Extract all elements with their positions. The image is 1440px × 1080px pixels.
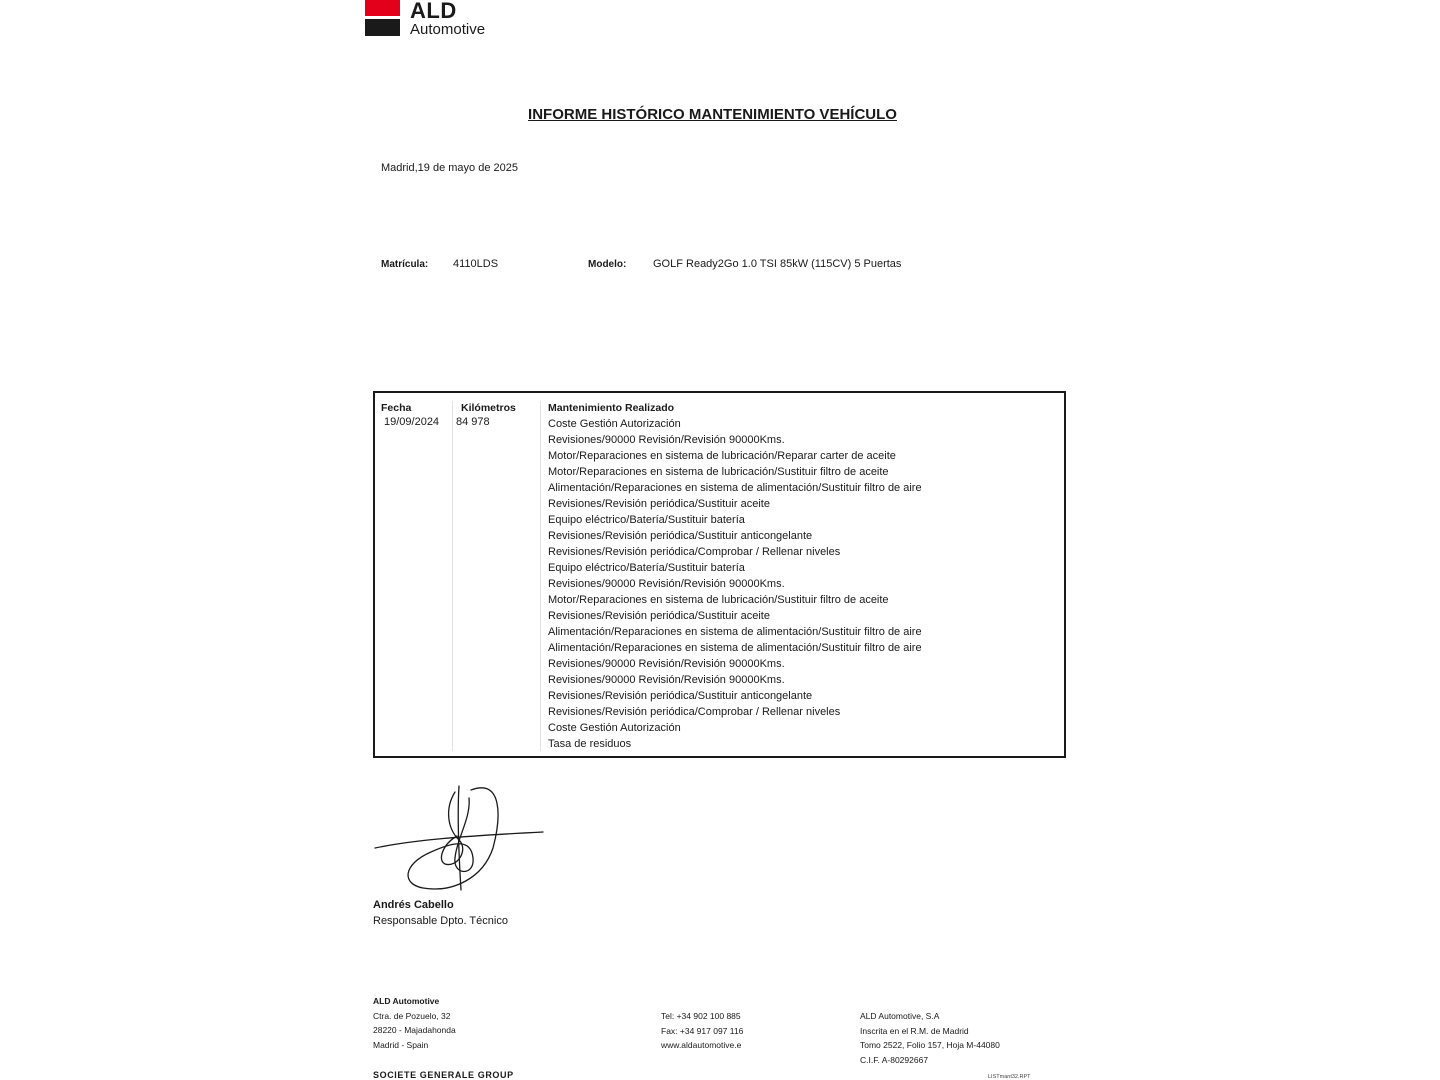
document-code: LISTmant32.RPT [988,1074,1031,1080]
list-item: Revisiones/Revisión periódica/Comprobar / Rellenar niveles [548,706,841,718]
footer-phone: Tel: +34 902 100 885 [661,1011,741,1021]
signer-name: Andrés Cabello [373,899,454,911]
logo-name: ALD [410,0,457,23]
footer-registry-block [860,1009,1000,1067]
list-item: Revisiones/Revisión periódica/Sustituir aceite [548,610,770,622]
list-item: Coste Gestión Autorización [548,722,681,734]
footer-company-block [373,994,456,1052]
list-item: Revisiones/90000 Revisión/Revisión 90000Kms. [548,658,785,670]
list-item: Revisiones/90000 Revisión/Revisión 90000Kms. [548,578,785,590]
handwritten-signature [373,778,545,896]
list-item: Tasa de residuos [548,738,632,750]
list-item: Revisiones/Revisión periódica/Sustituir aceite [548,498,770,510]
header-date: Fecha [381,402,412,414]
list-item: Revisiones/90000 Revisión/Revisión 90000Kms. [548,434,785,446]
footer-address-line: Ctra. de Pozuelo, 32 [373,1010,451,1021]
document-title: INFORME HISTÓRICO MANTENIMIENTO VEHÍCULO [528,106,897,123]
column-divider [540,401,541,751]
model-value: GOLF Ready2Go 1.0 TSI 85kW (115CV) 5 Puertas [653,258,902,270]
list-item: Equipo eléctrico/Batería/Sustituir batería [548,514,745,526]
list-item: Motor/Reparaciones en sistema de lubricación/Sustituir filtro de aceite [548,594,889,606]
model-label: Modelo: [588,259,627,270]
ald-logo-mark [365,0,400,36]
footer-contact-block [661,1009,743,1053]
group-name: SOCIETE GENERALE GROUP [373,1070,514,1080]
footer-address-line: 28220 - Majadahonda [373,1025,456,1035]
footer-registry-line: Inscrita en el R.M. de Madrid [860,1025,969,1036]
record-date: 19/09/2024 [384,416,440,428]
footer-fax: Fax: +34 917 097 116 [661,1025,744,1036]
list-item: Equipo eléctrico/Batería/Sustituir batería [548,562,745,574]
list-item: Coste Gestión Autorización [548,418,681,430]
record-km: 84 978 [456,416,490,428]
list-item: Revisiones/Revisión periódica/Comprobar / Rellenar niveles [548,546,841,558]
list-item: Revisiones/Revisión periódica/Sustituir anticongelante [548,530,813,542]
place-date: Madrid,19 de mayo de 2025 [381,162,518,174]
list-item: Revisiones/Revisión periódica/Sustituir anticongelante [548,690,813,702]
footer-registry-line: ALD Automotive, S.A [860,1011,940,1021]
header-km: Kilómetros [461,402,516,414]
list-item: Alimentación/Reparaciones en sistema de alimentación/Sustituir filtro de aire [548,482,922,494]
list-item: Motor/Reparaciones en sistema de lubricación/Reparar carter de aceite [548,450,896,462]
plate-value: 4110LDS [453,258,499,270]
footer-website: www.aldautomotive.e [661,1040,742,1050]
logo-subtitle: Automotive [410,21,486,38]
footer-address-line: Madrid - Spain [373,1039,429,1050]
list-item: Alimentación/Reparaciones en sistema de alimentación/Sustituir filtro de aire [548,626,922,638]
maintenance-list [548,416,922,752]
column-divider [452,401,453,751]
footer-registry-line: C.I.F. A-80292667 [860,1054,929,1065]
footer-registry-line: Tomo 2522, Folio 157, Hoja M-44080 [860,1040,1000,1050]
signer-role: Responsable Dpto. Técnico [373,915,508,927]
list-item: Alimentación/Reparaciones en sistema de alimentación/Sustituir filtro de aire [548,642,922,654]
list-item: Revisiones/90000 Revisión/Revisión 90000Kms. [548,674,785,686]
footer-company-heading: ALD Automotive [373,996,440,1006]
list-item: Motor/Reparaciones en sistema de lubricación/Sustituir filtro de aceite [548,466,889,478]
plate-label: Matrícula: [381,259,429,270]
header-maintenance: Mantenimiento Realizado [548,402,675,414]
